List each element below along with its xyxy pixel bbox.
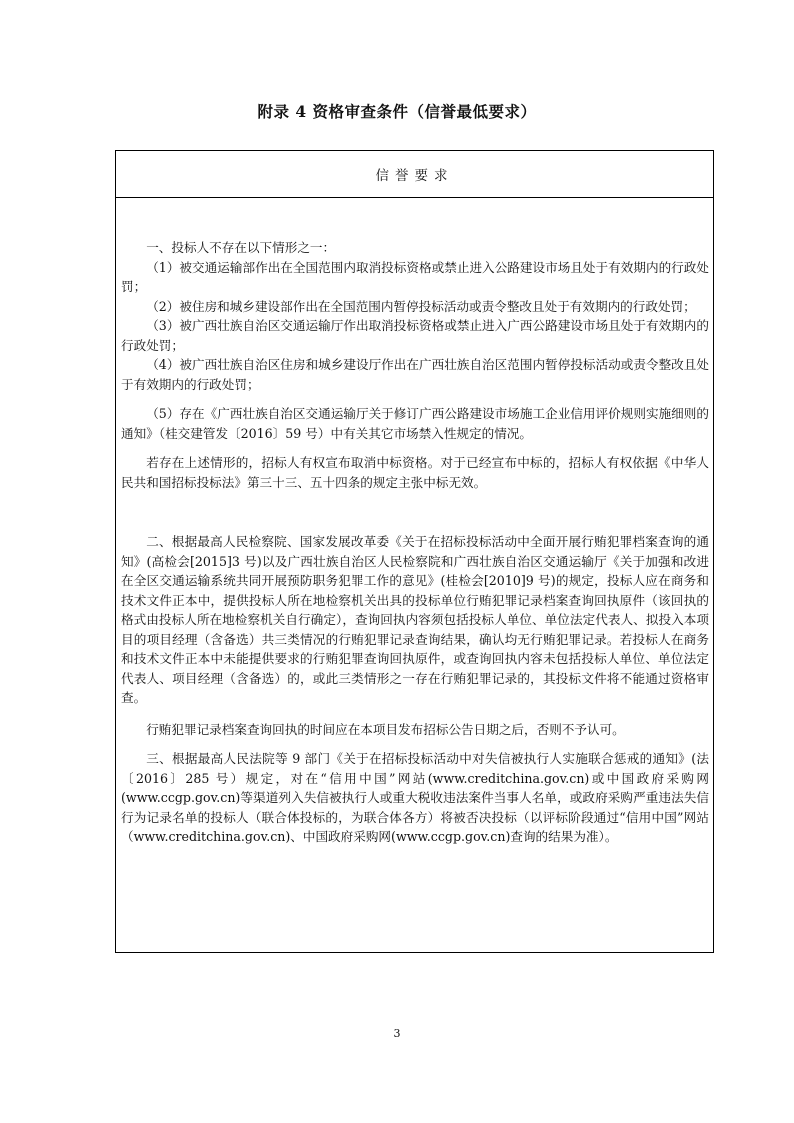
section3-text: 三、根据最高人民法院等 9 部门《关于在招标投标活动中对失信被执行人实施联合惩戒的通知》(法〔2016〕285 号）规定，对在“信用中国”网站(www.creditchina.gov.cn)或中国政府采购网(www.ccgp.gov.cn)等渠道列入失信被执行人或重大税收违法案件当事人名单，或政府采购严重违法失信行为记录名单的投标人（联合体投标的，为联合体各方）将被否决投标（以评标阶段通过“信用中国”网站（www.creditchina.gov.cn)、中国政府采购网(www.ccgp.gov.cn)查询的结果为准）。 xyxy=(121,751,709,844)
page-title: 附录 4 资格审查条件（信誉最低要求） xyxy=(257,102,537,121)
table-content xyxy=(116,198,713,847)
credit-requirements-table xyxy=(115,150,714,953)
section1-item-3: （3）被广西壮族自治区交通运输厅作出取消投标资格或禁止进入广西公路建设市场且处于有效期内的行政处罚； xyxy=(121,318,709,353)
section2-note: 行贿犯罪记录档案查询回执的时间应在本项目发布招标公告日期之后，否则不予认可。 xyxy=(146,721,625,737)
section1-item-2: （2）被住房和城乡建设部作出在全国范围内暂停投标活动或责令整改且处于有效期内的行政处罚； xyxy=(146,298,696,314)
section1-item-5: （5）存在《广西壮族自治区交通运输厅关于修订广西公路建设市场施工企业信用评价规则实施细则的通知》（桂交建管发〔2016〕59 号）中有关其它市场禁入性规定的情况。 xyxy=(121,406,709,441)
section1-intro: 一、投标人不存在以下情形之一： xyxy=(146,240,336,255)
section2-text: 二、根据最高人民检察院、国家发展改革委《关于在招标投标活动中全面开展行贿犯罪档案查询的通知》(高检会[2015]3 号)以及广西壮族自治区人民检察院和广西壮族自治区交通运输厅《关于加强和改进在全区交通运输系统共同开展预防职务犯罪工作的意见》(桂检会[2010]9 号)的规定，投标人应在商务和技术文件正本中，提供投标人所在地检察机关出具的投标单位行贿犯罪记录档案查询回执原件（该回执的格式由投标人所在地检察机关自行确定），查询回执内容须包括投标人单位、单位法定代表人、拟投入本项目的项目经理（含备选）共三类情况的行贿犯罪记录查询结果，确认均无行贿犯罪记录。若投标人在商务和技术文件正本中未能提供要求的行贿犯罪查询回执原件，或查询回执内容未包括投标人单位、单位法定代表人、项目经理（含备选）的，或此三类情形之一存在行贿犯罪记录的，其投标文件将不能通过资格审查。 xyxy=(121,534,709,705)
page-number: 3 xyxy=(393,1027,401,1040)
section1-item-4: （4）被广西壮族自治区住房和城乡建设厅作出在广西壮族自治区范围内暂停投标活动或责令整改且处于有效期内的行政处罚； xyxy=(121,357,709,392)
section1-item-1: （1）被交通运输部作出在全国范围内取消投标资格或禁止进入公路建设市场且处于有效期内的行政处罚； xyxy=(121,259,709,294)
table-header: 信誉要求 xyxy=(116,151,713,198)
section1-note: 若存在上述情形的，招标人有权宣布取消中标资格。对于已经宣布中标的，招标人有权依据《中华人民共和国招标投标法》第三十三、五十四条的规定主张中标无效。 xyxy=(121,455,709,490)
